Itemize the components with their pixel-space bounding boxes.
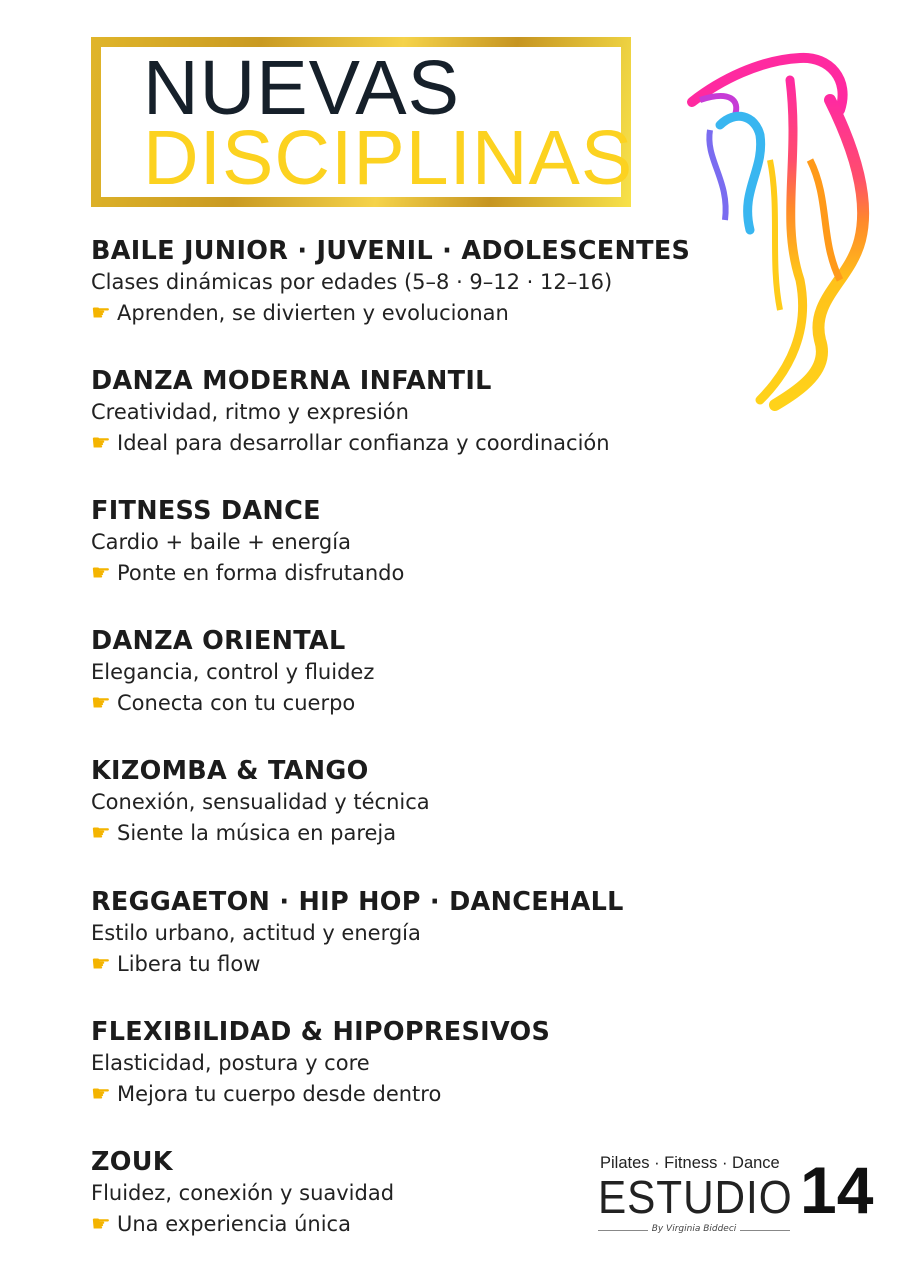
studio-logo — [598, 1150, 874, 1245]
discipline-description: Elegancia, control y fluidez — [91, 660, 375, 684]
discipline-note: Libera tu flow — [117, 952, 261, 976]
title-line-2: DISCIPLINAS — [143, 115, 634, 201]
discipline-note: Mejora tu cuerpo desde dentro — [117, 1082, 442, 1106]
logo-tagline: Pilates · Fitness · Dance — [600, 1154, 780, 1172]
dancer-illustration — [680, 40, 880, 415]
discipline-description: Fluidez, conexión y suavidad — [91, 1181, 395, 1205]
discipline-section — [91, 625, 374, 719]
discipline-section — [91, 1016, 550, 1110]
discipline-title: KIZOMBA & TANGO — [91, 756, 369, 786]
logo-number: 14 — [800, 1153, 874, 1227]
discipline-title: FLEXIBILIDAD & HIPOPRESIVOS — [91, 1017, 551, 1047]
logo-byline: By Virginia Biddeci — [598, 1224, 790, 1234]
pointing-hand-icon: ☛ — [91, 1212, 111, 1237]
discipline-description: Creatividad, ritmo y expresión — [91, 400, 409, 424]
discipline-description: Elasticidad, postura y core — [91, 1051, 370, 1075]
pointing-hand-icon: ☛ — [91, 301, 111, 326]
pointing-hand-icon: ☛ — [91, 561, 111, 586]
discipline-note: Conecta con tu cuerpo — [117, 691, 356, 715]
pointing-hand-icon: ☛ — [91, 952, 111, 977]
discipline-section — [91, 495, 404, 589]
discipline-note: Ponte en forma disfrutando — [117, 561, 405, 585]
pointing-hand-icon: ☛ — [91, 431, 111, 456]
discipline-title: ZOUK — [91, 1147, 173, 1177]
logo-name: ESTUDIO — [598, 1171, 793, 1223]
discipline-title: DANZA MODERNA INFANTIL — [91, 366, 492, 396]
discipline-description: Clases dinámicas por edades (5–8 · 9–12 · 12–16) — [91, 270, 613, 294]
discipline-note: Ideal para desarrollar confianza y coordinación — [117, 431, 610, 455]
discipline-title: REGGAETON · HIP HOP · DANCEHALL — [91, 887, 624, 917]
discipline-note: Siente la música en pareja — [117, 821, 397, 845]
discipline-title: DANZA ORIENTAL — [91, 626, 346, 656]
pointing-hand-icon: ☛ — [91, 1082, 111, 1107]
discipline-title: BAILE JUNIOR · JUVENIL · ADOLESCENTES — [91, 236, 691, 266]
discipline-description: Estilo urbano, actitud y energía — [91, 921, 421, 945]
discipline-section — [91, 235, 690, 329]
discipline-description: Cardio + baile + energía — [91, 530, 351, 554]
discipline-section — [91, 365, 610, 459]
discipline-title: FITNESS DANCE — [91, 496, 321, 526]
discipline-section — [91, 1146, 394, 1240]
pointing-hand-icon: ☛ — [91, 691, 111, 716]
discipline-description: Conexión, sensualidad y técnica — [91, 790, 430, 814]
title-line-1: NUEVAS — [143, 45, 460, 131]
discipline-section — [91, 886, 624, 980]
discipline-note: Una experiencia única — [117, 1212, 351, 1236]
discipline-note: Aprenden, se divierten y evolucionan — [117, 301, 509, 325]
discipline-section — [91, 755, 430, 849]
pointing-hand-icon: ☛ — [91, 821, 111, 846]
